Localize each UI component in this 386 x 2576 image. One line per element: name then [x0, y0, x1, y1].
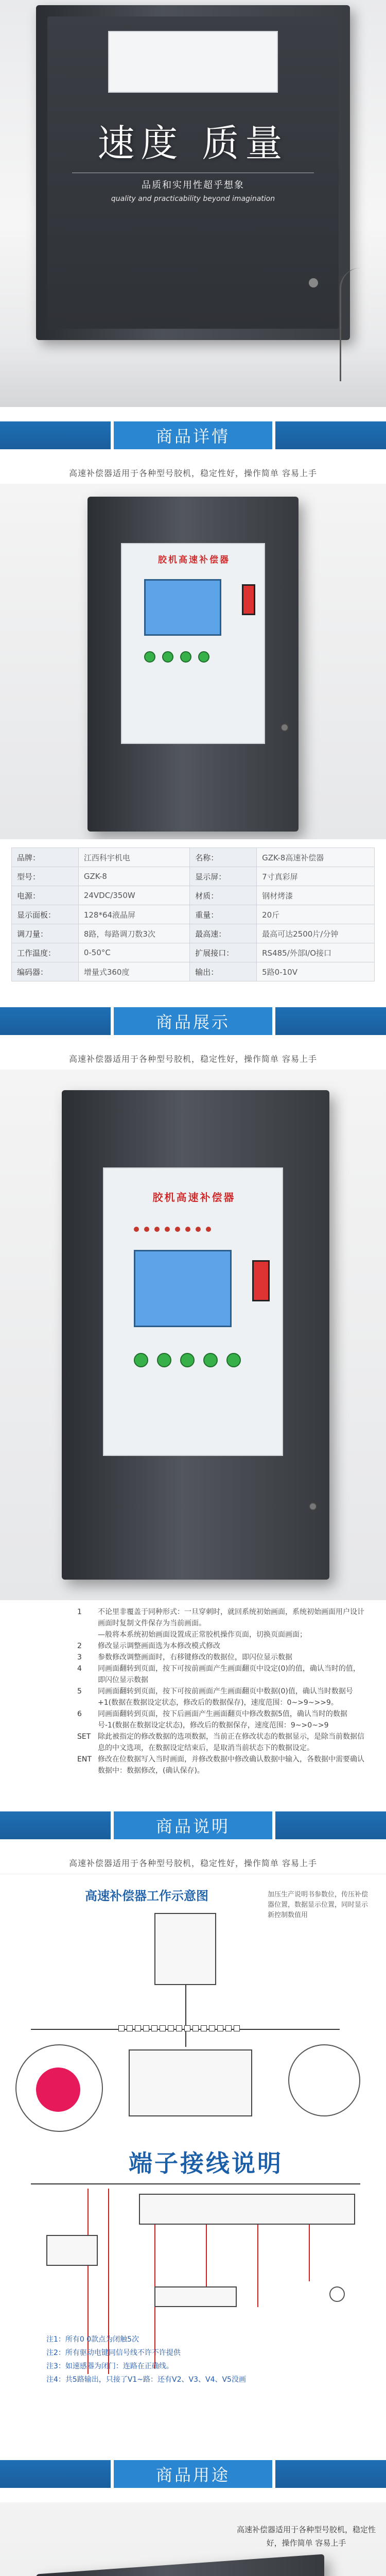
- wiring-diagram: [0, 1874, 386, 2446]
- diagram-note: 加压生产说明书参数位，传压补偿器位置，数据显示位置，同时显示新控制数值用: [268, 1891, 369, 1919]
- section-banner-usage: [0, 2446, 386, 2502]
- knob-icon: [309, 1502, 317, 1511]
- red-roller-icon: [36, 2067, 80, 2112]
- cabinet-title: 胶机高速补偿器: [158, 555, 230, 565]
- section-title: 商品详情: [155, 427, 230, 446]
- table-row: 调刀量： 8路，每路调刀数3次 最高速： 最高可达2500片/分钟: [12, 924, 375, 943]
- green-button: [180, 1353, 195, 1367]
- note-item: 注1：所有0 0款点为闭触5次: [46, 2335, 139, 2344]
- cabinet-image: [62, 1090, 329, 1580]
- knob-icon: [309, 278, 318, 287]
- list-item: —般将本系统初始画面设置成正常胶机操作页面，切换页面画面；: [98, 1631, 307, 1639]
- wiring-title: 端子接线说明: [129, 2149, 283, 2177]
- spec-table: [11, 848, 375, 981]
- section-banner-display: [0, 993, 386, 1049]
- cabinet-title: 胶机高速补偿器: [152, 1191, 236, 1204]
- green-button: [180, 651, 191, 663]
- list-item: 2 修改显示调整画面选为本修改模式修改: [77, 1642, 220, 1650]
- list-item: 3 参数修改调整画面时，右移键修改的数据位，即闪位显示数据: [77, 1653, 292, 1662]
- list-item: 5 同画面翻转到页面，按下可按前画面产生画面翻页中数据(0)值，确认当时数据号+1(数据在数据设定状态，修改后的数据保存)，速度范围：0~>9~>>9。: [77, 1687, 353, 1707]
- sensor-row: [118, 2025, 240, 2031]
- cabinet-image: [87, 497, 299, 832]
- section-title: 商品说明: [155, 1817, 230, 1836]
- green-button: [203, 1353, 218, 1367]
- table-row: 显示面板： 128*64液晶屏 重量： 20斤: [12, 905, 375, 924]
- power-box: [154, 2286, 237, 2307]
- tagline: 高速补偿器适用于各种型号胶机，稳定性好，操作简单 容易上手: [68, 1054, 318, 1064]
- feeder-box: [129, 2049, 252, 2116]
- list-item: 4 同画面翻转到页面，按下可按前画面产生画面翻页中设定(0)的值，确认当时的值，即闪位显示数据: [77, 1665, 360, 1684]
- hero-banner: [0, 0, 386, 407]
- section-title: 商品展示: [155, 1012, 230, 1032]
- table-row: 工作温度： 0-50°C 扩展接口： RS485/外部I/O接口: [12, 943, 375, 962]
- roller-icon: [288, 2044, 360, 2116]
- list-item: ENT 修改在位数据写入当时画面，并修改数据中修改确认数据中输入，各数据中需要确认数据中：数据修改，(确认保存)。: [77, 1755, 364, 1775]
- hero-subtitle: 品质和实用性超乎想象: [142, 180, 244, 191]
- table-row: 电源： 24VDC/350W 材质： 钢材烤漆: [12, 886, 375, 905]
- hero-subtitle-en: quality and practicability beyond imagination: [111, 195, 275, 203]
- table-row: 编码器： 增量式360度 输出： 5路0-10V: [12, 962, 375, 981]
- knob-icon: [280, 723, 289, 732]
- section-title: 商品用途: [155, 2465, 230, 2485]
- note-item: 注2：所有驱动电键同信号线不许不许提供: [46, 2349, 181, 2357]
- green-button: [144, 651, 155, 663]
- cabinet-image: [36, 2554, 324, 2576]
- lcd-screen: [134, 1250, 232, 1327]
- controller-box: [154, 1913, 216, 1985]
- hero-slogan: 速度 质量: [97, 122, 289, 165]
- note-item: 注3：如速感器为闭门：连路在正确线。: [46, 2362, 173, 2370]
- green-button: [226, 1353, 241, 1367]
- lamp-icon: [329, 2286, 345, 2302]
- product-image-2: [0, 1070, 386, 1600]
- usage-image: [0, 2502, 386, 2576]
- control-panel: [121, 543, 265, 744]
- green-button: [162, 651, 173, 663]
- product-image-1: [0, 484, 386, 839]
- usage-text: 高速补偿器适用于各种型号胶机，稳定性好，操作简单 容易上手: [237, 2525, 376, 2548]
- cabinet-panel: [108, 31, 278, 93]
- green-button: [198, 651, 209, 663]
- list-item: 6 同画面翻转到页面，按下后画面产生画面翻页中修改数据5值，确认当时的数据号-1(数据在数据设定状态)，修改后的数据保存，速度范围：9~>0~>9: [77, 1710, 347, 1730]
- lcd-screen: [144, 579, 221, 636]
- diagram-notes: [46, 2333, 335, 2386]
- instruction-list: [0, 1600, 386, 1797]
- section-banner-description: [0, 1797, 386, 1854]
- green-button: [134, 1353, 148, 1367]
- diagram-title: 高速补偿器工作示意图: [85, 1889, 208, 1903]
- section-banner-details: [0, 407, 386, 464]
- tagline: 高速补偿器适用于各种型号胶机，稳定性好，操作简单 容易上手: [68, 1858, 318, 1868]
- table-row: 品牌： 江西科宇机电 名称： GZK-8高速补偿器: [12, 848, 375, 867]
- led-row: [134, 1227, 211, 1232]
- power-switch: [242, 584, 255, 615]
- list-item: 1 不论里非覆盖于同种形式：一旦穿刺时，就回系统初始画面，系统初始画面用户设计画面时复制文件保存为当前画面。: [77, 1608, 364, 1628]
- power-switch: [252, 1260, 270, 1301]
- encoder-box: [46, 2235, 98, 2266]
- table-row: 型号： GZK-8 显示屏： 7寸真彩屏: [12, 867, 375, 886]
- green-button: [157, 1353, 171, 1367]
- terminal-strip: [139, 2194, 355, 2225]
- list-item: SET 除此被指定的修改数据的选项数据，当前正在修改状态的数据显示，是除当前数据信息的中文选项，在数据设定结束后，是取消当前状态下的数据设定。: [77, 1733, 364, 1752]
- note-item: 注4：共5路输出，只接了V1~路：还有V2、V3、V4、V5没画: [46, 2376, 246, 2384]
- tagline: 高速补偿器适用于各种型号胶机，稳定性好，操作简单 容易上手: [68, 468, 318, 478]
